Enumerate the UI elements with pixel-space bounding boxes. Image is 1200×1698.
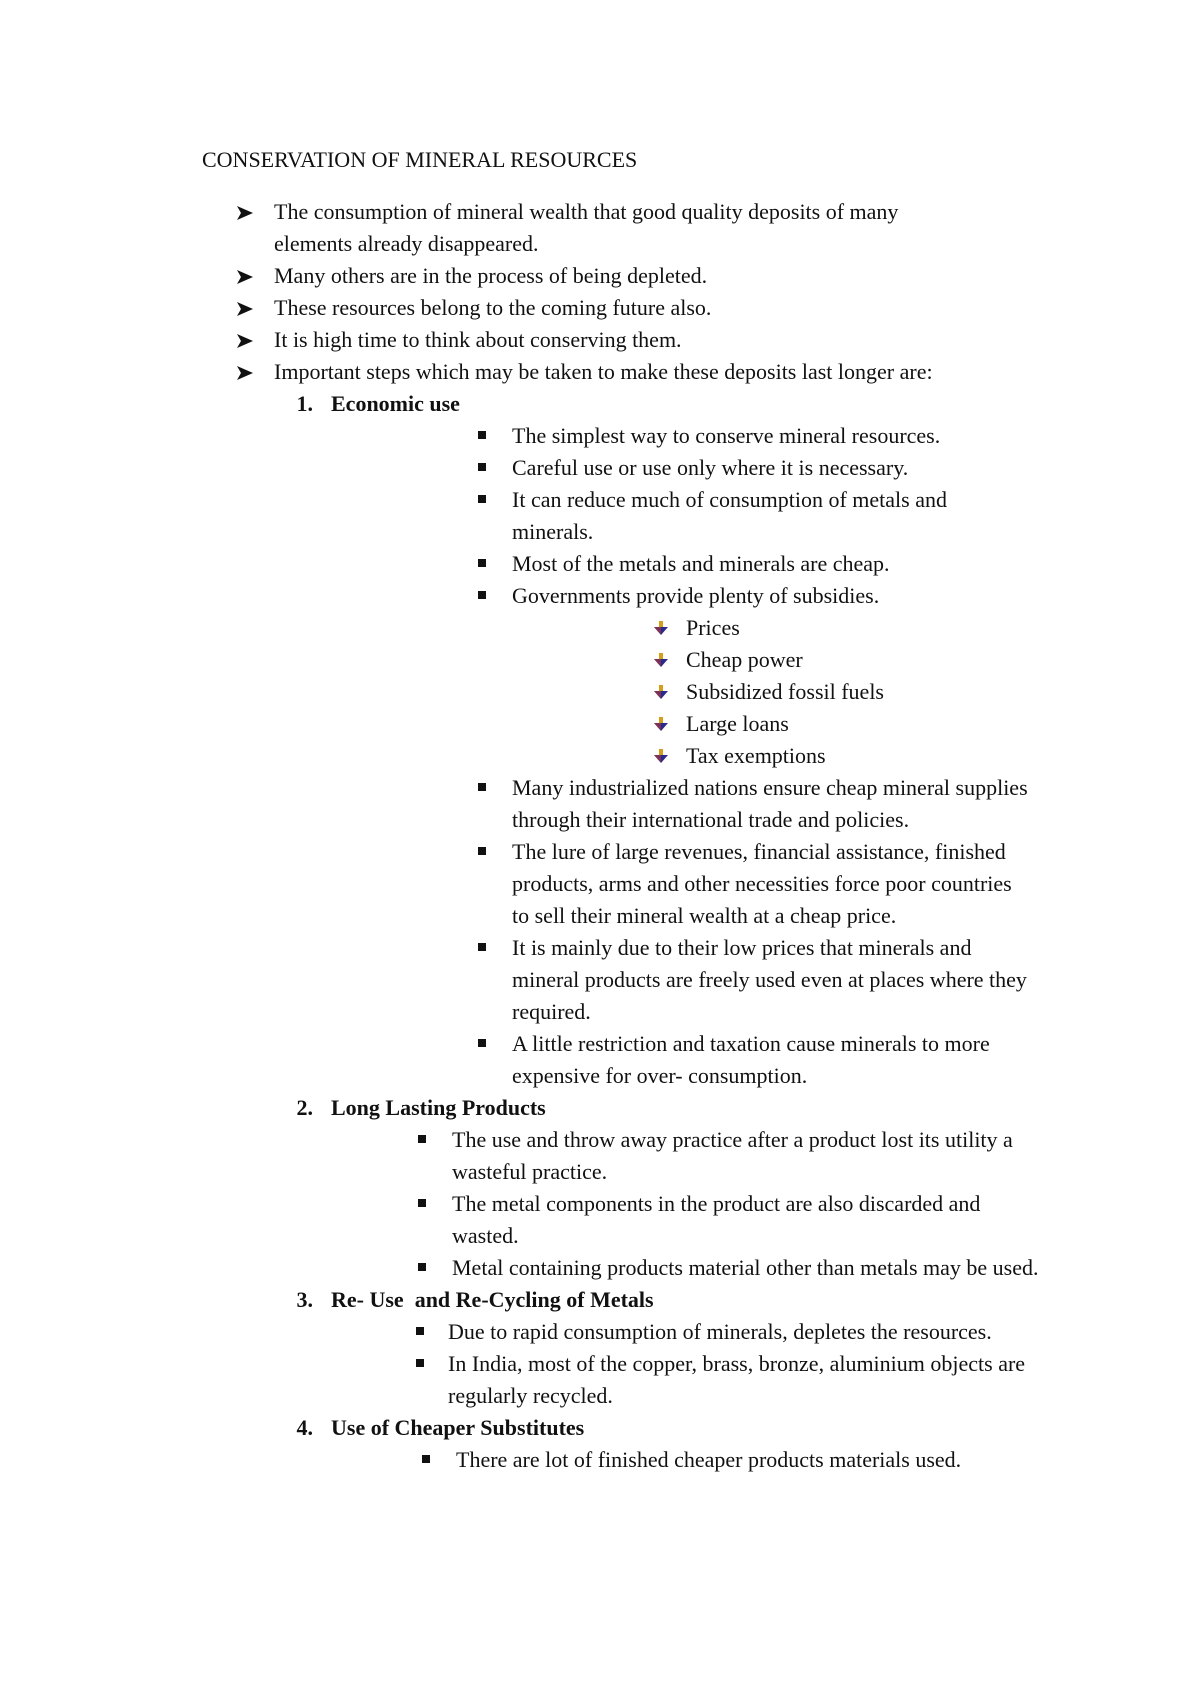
intro-text: It is high time to think about conserving them. (274, 327, 682, 352)
square-bullet-icon (418, 1199, 426, 1207)
subsidy-item: Cheap power (686, 644, 1056, 676)
intro-item (236, 324, 1056, 356)
step-number: 4. (296, 1415, 313, 1440)
subsidy-item: Prices (686, 612, 1056, 644)
square-bullet-icon (418, 1135, 426, 1143)
step-point: Governments provide plenty of subsidies. (512, 580, 1056, 612)
step-number: 3. (296, 1287, 313, 1312)
step-point: Many industrialized nations ensure cheap mineral supplies through their international trade and policies. (512, 772, 1042, 836)
down-arrow-icon (653, 652, 669, 668)
arrowhead-icon (236, 365, 254, 381)
document-title: CONSERVATION OF MINERAL RESOURCES (202, 147, 638, 172)
steps-list (274, 388, 1056, 1476)
step-heading (236, 388, 1056, 420)
intro-item (236, 356, 1056, 1476)
square-bullet-icon (478, 783, 486, 791)
intro-item (236, 260, 1056, 292)
square-bullet-icon (478, 495, 486, 503)
intro-text: Many others are in the process of being depleted. (274, 263, 708, 288)
step-points (274, 1316, 1056, 1412)
intro-item (236, 196, 914, 260)
square-bullet-icon (478, 943, 486, 951)
step-item (274, 1092, 1056, 1284)
step-heading-text: Re- Use and Re-Cycling of Metals (331, 1287, 654, 1312)
step-points (274, 772, 1056, 1092)
step-point: It is mainly due to their low prices that minerals and mineral products are freely used even at places where they required. (512, 932, 1042, 1028)
step-point: The use and throw away practice after a product lost its utility a wasteful practice. (452, 1124, 1022, 1188)
step-heading (236, 1412, 1056, 1444)
step-point: The metal components in the product are also discarded and wasted. (452, 1188, 1042, 1252)
square-bullet-icon (478, 559, 486, 567)
subsidy-item: Tax exemptions (686, 740, 1056, 772)
square-bullet-icon (422, 1455, 430, 1463)
step-heading-text: Economic use (331, 391, 460, 416)
step-point: A little restriction and taxation cause minerals to more expensive for over- consumption. (512, 1028, 1042, 1092)
subsidy-list (274, 612, 1056, 772)
step-point: It can reduce much of consumption of metals and minerals. (512, 484, 992, 548)
step-point: The lure of large revenues, financial assistance, finished products, arms and other necessities force poor countries to sell their mineral wealth at a cheap price. (512, 836, 1022, 932)
step-point: In India, most of the copper, brass, bronze, aluminium objects are regularly recycled. (448, 1348, 1058, 1412)
step-points (274, 420, 1056, 612)
step-number: 1. (296, 391, 313, 416)
square-bullet-icon (416, 1359, 424, 1367)
step-number: 2. (296, 1095, 313, 1120)
step-points (274, 1444, 1056, 1476)
intro-list (236, 196, 1056, 1476)
step-heading-text: Long Lasting Products (331, 1095, 546, 1120)
arrowhead-icon (236, 333, 254, 349)
subsidy-item: Large loans (686, 708, 1056, 740)
square-bullet-icon (478, 591, 486, 599)
step-point: Careful use or use only where it is necessary. (512, 452, 1056, 484)
down-arrow-icon (653, 716, 669, 732)
down-arrow-icon (653, 684, 669, 700)
arrowhead-icon (236, 301, 254, 317)
arrowhead-icon (236, 269, 254, 285)
step-point: Due to rapid consumption of minerals, depletes the resources. (448, 1316, 1068, 1348)
step-point: Metal containing products material other than metals may be used. (452, 1252, 1052, 1284)
step-point: The simplest way to conserve mineral resources. (512, 420, 1056, 452)
step-points (274, 1124, 1056, 1284)
arrowhead-icon (236, 205, 254, 221)
square-bullet-icon (478, 431, 486, 439)
step-heading (236, 1284, 1056, 1316)
intro-item (236, 292, 1056, 324)
subsidy-item: Subsidized fossil fuels (686, 676, 1056, 708)
square-bullet-icon (478, 463, 486, 471)
down-arrow-icon (653, 620, 669, 636)
square-bullet-icon (416, 1327, 424, 1335)
step-item (274, 1284, 1056, 1412)
step-item (274, 1412, 1056, 1476)
intro-text: Important steps which may be taken to make these deposits last longer are: (274, 359, 933, 384)
intro-text: These resources belong to the coming future also. (274, 295, 712, 320)
intro-text: The consumption of mineral wealth that good quality deposits of many elements already disappeared. (274, 199, 899, 256)
square-bullet-icon (478, 847, 486, 855)
square-bullet-icon (478, 1039, 486, 1047)
step-heading-text: Use of Cheaper Substitutes (331, 1415, 585, 1440)
square-bullet-icon (418, 1263, 426, 1271)
step-heading (236, 1092, 1056, 1124)
down-arrow-icon (653, 748, 669, 764)
step-point: Most of the metals and minerals are cheap. (512, 548, 1056, 580)
step-point: There are lot of finished cheaper products materials used. (456, 1444, 1076, 1476)
step-item (274, 388, 1056, 1092)
